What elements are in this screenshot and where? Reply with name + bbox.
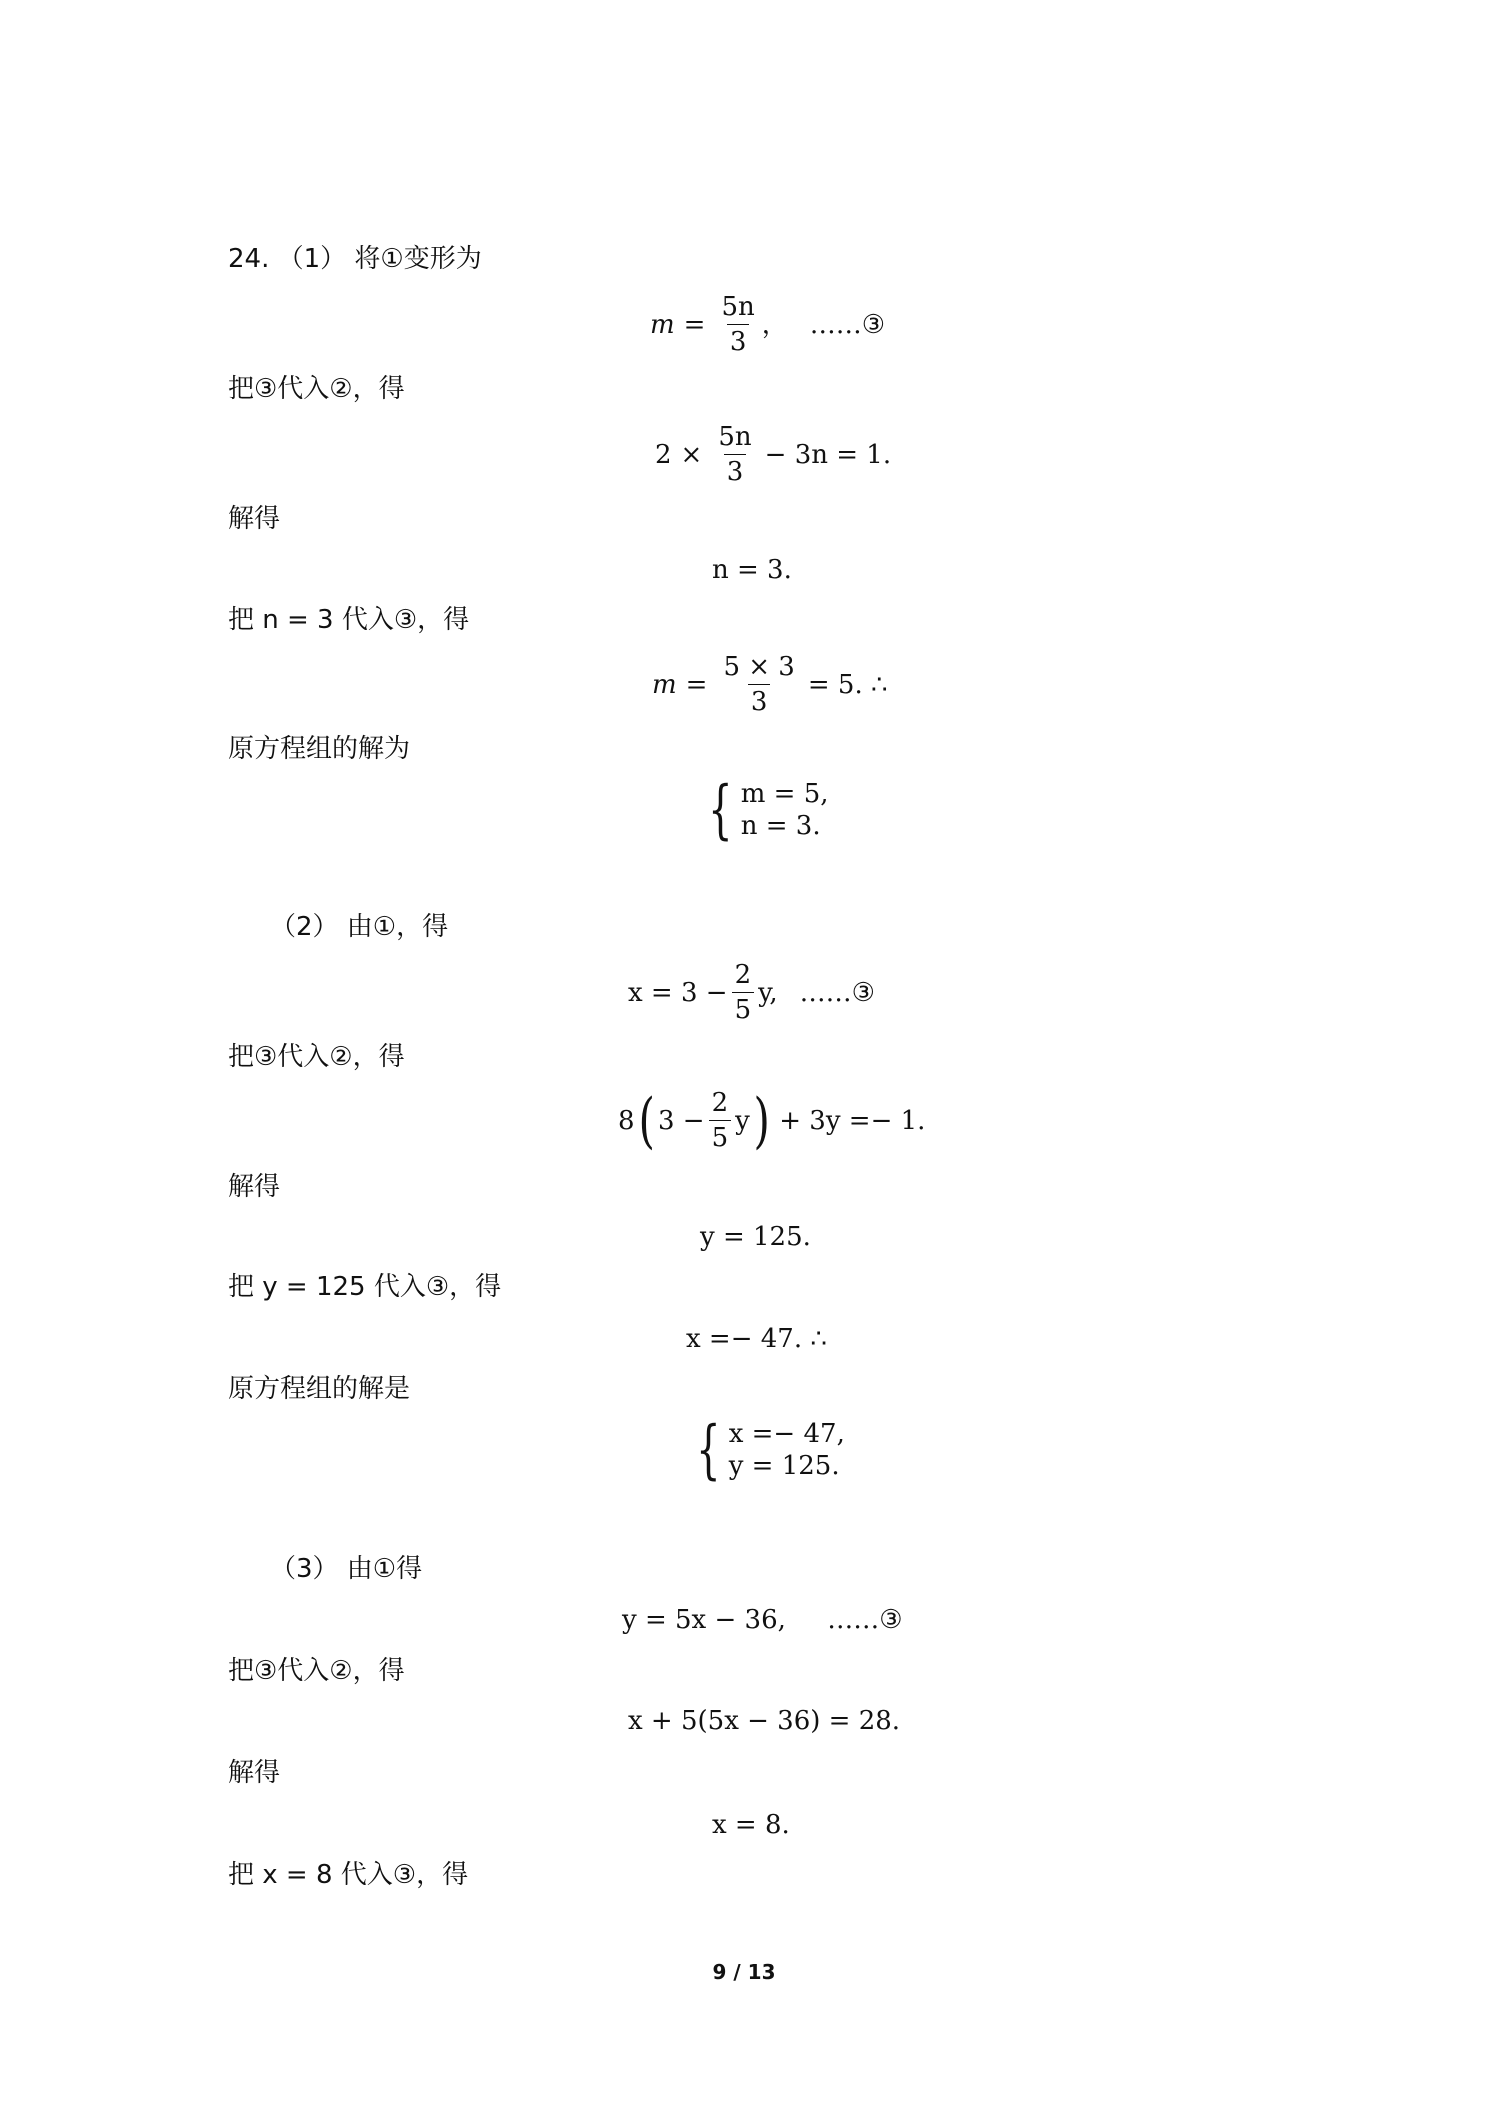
equation-x-in-y: x = 3 − $\frac{2}{5}$ y, ……③ <box>628 960 875 1025</box>
problem-heading-3: （3） 由①得 <box>270 1554 423 1584</box>
equation-substitution: 2 × $\frac{5n}{3}$ − 3n = 1. <box>655 422 892 487</box>
solution-system-2: { x =− 47, y = 125. <box>696 1413 845 1487</box>
solution-system-1: { m = 5, n = 3. <box>708 773 829 847</box>
fraction: $\frac{2}{5}$ <box>732 960 755 1025</box>
equation-m-eq-5n-over-3: m = $\frac{5n}{3}$ ， ……③ <box>650 292 886 357</box>
problem-heading-1: 24. （1） 将①变形为 <box>228 244 482 274</box>
equation-marker: ……③ <box>799 977 875 1008</box>
fraction: $\frac{5n}{3}$ <box>721 292 755 357</box>
equation-marker: ……③ <box>809 309 886 340</box>
equation-substitution: x + 5(5x − 36) = 28. <box>628 1706 901 1736</box>
step-text: 解得 <box>228 1172 281 1202</box>
step-text: 把 y = 125 代入③，得 <box>228 1272 502 1302</box>
result-equation: y = 125. <box>700 1222 811 1252</box>
step-text: 把 n = 3 代入③，得 <box>228 605 470 635</box>
step-text: 解得 <box>228 504 281 534</box>
step-text: 原方程组的解为 <box>228 734 411 764</box>
problem-heading-2: （2） 由①，得 <box>270 912 449 942</box>
fraction: $\frac{5n}{3}$ <box>718 422 752 487</box>
result-equation: x = 8. <box>712 1810 790 1840</box>
equation-m-value: m = $\frac{5 \times 3}{3}$ = 5. ∴ <box>652 652 888 717</box>
step-text: 把 x = 8 代入③，得 <box>228 1860 469 1890</box>
var-m: m <box>650 309 675 340</box>
equation-y-in-x: y = 5x − 36, ……③ <box>622 1605 903 1635</box>
step-text: 把③代入②，得 <box>228 374 405 404</box>
left-brace-icon: { <box>696 1413 721 1487</box>
page-number: 9 / 13 <box>712 1960 776 1984</box>
fraction: $\frac{5 \times 3}{3}$ <box>723 652 795 717</box>
left-brace-icon: { <box>708 773 733 847</box>
step-text: 把③代入②，得 <box>228 1042 405 1072</box>
step-text: 原方程组的解是 <box>228 1374 411 1404</box>
step-text: 把③代入②，得 <box>228 1656 405 1686</box>
result-equation: n = 3. <box>712 555 792 585</box>
equation-substitution: 8 ( 3 − $\frac{2}{5}$ y ) + 3y =− 1. <box>618 1085 926 1156</box>
fraction: $\frac{2}{5}$ <box>709 1088 732 1153</box>
step-text: 解得 <box>228 1758 281 1788</box>
result-equation: x =− 47. ∴ <box>686 1324 827 1354</box>
